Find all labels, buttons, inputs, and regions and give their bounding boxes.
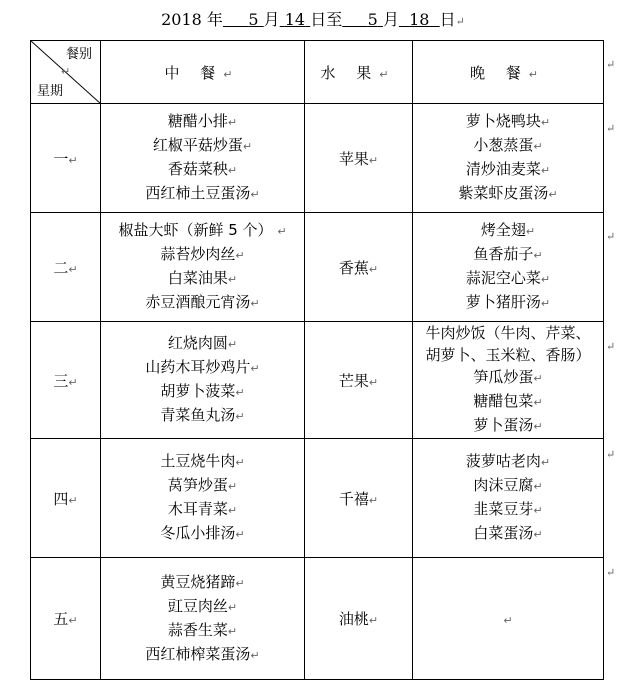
dish: 蒜香生菜↵	[167, 620, 238, 639]
start-day: 14	[284, 10, 306, 29]
table-row	[31, 213, 604, 322]
dinner-cell	[413, 439, 604, 558]
dish: 糖醋包菜↵	[473, 392, 543, 410]
dish: 白菜蛋汤↵	[473, 524, 543, 542]
edge-mark: ↵	[606, 566, 616, 579]
table-row	[31, 322, 604, 439]
dish: 小葱蒸蛋↵	[473, 136, 543, 154]
day-cell: 五↵	[31, 558, 101, 680]
dish: 白菜油果↵	[167, 269, 238, 287]
fruit-cell: 油桃↵	[305, 558, 413, 680]
dish: 糖醋小排↵	[167, 112, 238, 130]
lunch-header: 中 餐↵	[101, 41, 305, 104]
dish: 牛肉炒饭（牛肉、芹菜、	[425, 324, 591, 342]
day-cell: 四↵	[31, 439, 101, 558]
dish: 赤豆酒酿元宵汤↵	[145, 293, 260, 311]
dish: 蒜苔炒肉丝↵	[160, 245, 245, 263]
dish: 莴笋炒蛋↵	[167, 476, 238, 494]
start-month: 5	[248, 10, 259, 29]
end-month-label: 月	[382, 10, 399, 29]
fruit-cell: 香蕉↵	[305, 213, 413, 322]
title-year: 2018 年	[161, 10, 223, 29]
corner-mark: ↵	[61, 65, 71, 78]
lunch-cell	[101, 439, 305, 558]
dish: 红椒平菇炒蛋↵	[152, 136, 253, 154]
dish: 紫菜虾皮蛋汤↵	[458, 184, 558, 202]
fruit-header: 水 果↵	[305, 41, 413, 104]
header-row	[31, 41, 604, 104]
dish: 清炒油麦菜↵	[465, 160, 551, 178]
dish: 韭菜豆芽↵	[473, 500, 543, 518]
end-month: 5	[367, 10, 378, 29]
dish: 胡萝卜菠菜↵	[160, 382, 245, 400]
month-label: 月	[263, 10, 280, 29]
dinner-cell	[413, 213, 604, 322]
corner-bottom-label: 星期	[37, 84, 64, 99]
dish: 蒜泥空心菜↵	[465, 269, 551, 287]
fruit-cell: 千禧↵	[305, 439, 413, 558]
dish: 香菇菜秧↵	[167, 160, 238, 178]
lunch-cell	[101, 558, 305, 680]
fruit-cell: 芒果↵	[305, 322, 413, 439]
dish: 胡萝卜、玉米粒、香肠）	[425, 346, 591, 364]
table-row	[31, 439, 604, 558]
dish: 萝卜烧鸭块↵	[465, 112, 551, 130]
lunch-cell	[101, 104, 305, 213]
edge-mark: ↵	[606, 448, 616, 461]
dish: 笋瓜炒蛋↵	[473, 368, 543, 386]
edge-mark: ↵	[606, 122, 616, 135]
dish: 椒盐大虾（新鲜 5 个） ↵	[118, 221, 287, 239]
table-row	[31, 558, 604, 680]
page-title	[0, 8, 626, 34]
dish: 黄豆烧猪蹄↵	[160, 572, 245, 591]
paragraph-mark: ↵	[455, 15, 465, 28]
lunch-cell	[101, 322, 305, 439]
dish: 萝卜猪肝汤↵	[465, 293, 551, 311]
menu-table	[30, 40, 604, 680]
dish: 烤全翅↵	[480, 221, 536, 239]
day-cell: 一↵	[31, 104, 101, 213]
dish: 冬瓜小排汤↵	[160, 524, 245, 542]
day-cell: 三↵	[31, 322, 101, 439]
dish: 木耳青菜↵	[167, 500, 238, 518]
end-day-label: 日	[439, 10, 456, 29]
dish: 肉沫豆腐↵	[473, 476, 543, 494]
dish: 西红柿榨菜蛋汤↵	[145, 644, 260, 663]
edge-mark: ↵	[606, 230, 616, 243]
corner-cell	[31, 41, 101, 104]
lunch-cell	[101, 213, 305, 322]
table-row	[31, 104, 604, 213]
day-cell: 二↵	[31, 213, 101, 322]
dinner-cell	[413, 104, 604, 213]
edge-mark: ↵	[606, 340, 616, 353]
dinner-header: 晚 餐↵	[413, 41, 604, 104]
empty-mark: ↵	[503, 613, 513, 627]
dish: 青菜鱼丸汤↵	[160, 406, 245, 424]
dish: 土豆烧牛肉↵	[160, 452, 245, 470]
dish: 山药木耳炒鸡片↵	[145, 358, 260, 376]
dish: 菠萝咕老肉↵	[465, 452, 551, 470]
day-to-label: 日至	[310, 10, 343, 29]
fruit-cell: 苹果↵	[305, 104, 413, 213]
dish: 豇豆肉丝↵	[167, 596, 238, 615]
corner-top-label: 餐别	[65, 47, 92, 62]
dish: 鱼香茄子↵	[473, 245, 543, 263]
dinner-cell	[413, 322, 604, 439]
dish: 萝卜蛋汤↵	[473, 416, 543, 434]
dinner-cell	[413, 558, 604, 680]
dish: 西红柿土豆蛋汤↵	[145, 184, 260, 202]
dish: 红烧肉圆↵	[167, 334, 238, 352]
edge-mark: ↵	[606, 58, 616, 71]
end-day: 18	[409, 10, 430, 29]
